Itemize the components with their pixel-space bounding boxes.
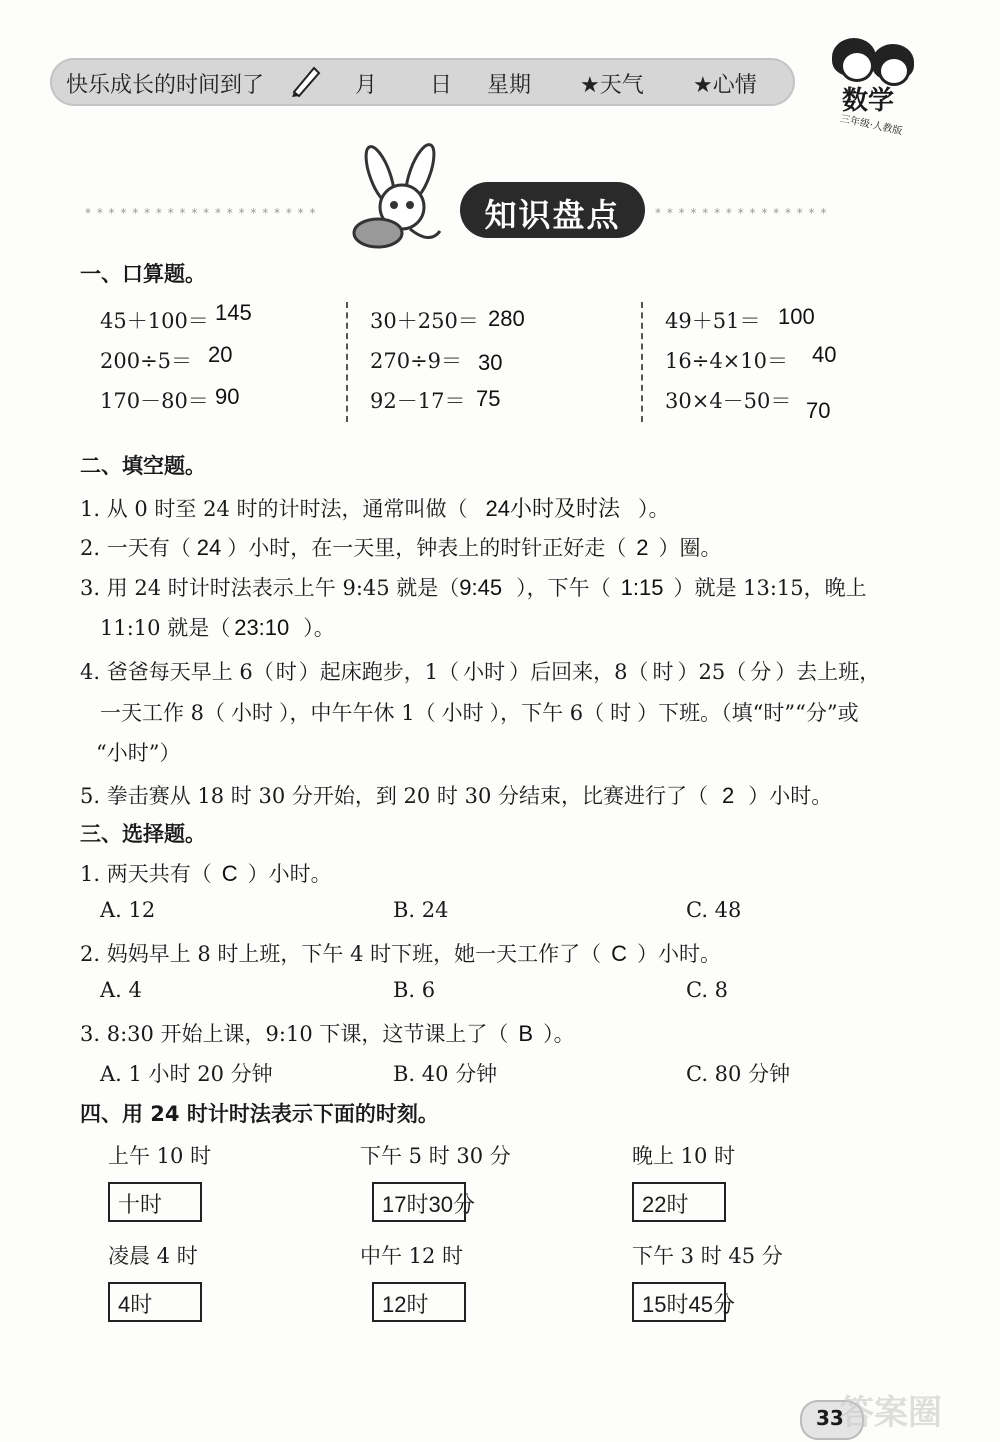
calc-question: 170－80＝	[100, 389, 209, 413]
page-number: 33	[800, 1400, 864, 1440]
choice-question-1: 1. 两天共有（ C ）小时。	[80, 861, 332, 886]
choice-option: C. 8	[686, 978, 729, 1002]
fill-answer: 2	[722, 783, 735, 808]
header-month: 月	[355, 73, 378, 98]
choice-option: A. 4	[100, 978, 142, 1002]
calc-question: 30＋250＝	[370, 309, 479, 333]
header-slogan: 快乐成长的时间到了	[66, 73, 265, 98]
choice-question-3: 3. 8:30 开始上课，9:10 下课，这节课上了（ B ）。	[80, 1021, 575, 1046]
header-day: 日	[430, 73, 453, 98]
fill-answer: 分	[750, 660, 772, 684]
watermark-logo: 答案圈	[840, 1393, 942, 1433]
calc-question: 45＋100＝	[100, 309, 209, 333]
choice-option: C. 48	[686, 898, 742, 922]
choice-question-2: 2. 妈妈早上 8 时上班，下午 4 时下班，她一天工作了（ C ）小时。	[80, 941, 722, 966]
answer-box	[372, 1282, 466, 1322]
time-label: 下午 5 时 30 分	[360, 1144, 511, 1168]
calc-question: 270÷9＝	[370, 349, 463, 373]
fill-answer: 小时	[231, 701, 274, 725]
calc-answer: 30	[478, 350, 503, 375]
calc-answer: 70	[806, 398, 831, 423]
fill-answer: 2	[636, 535, 649, 560]
fill-question-4: 4. 爸爸每天早上 6（时）起床跑步，1（ 小时 ）后回来，8（ 时 ）25（ 分 ）去上班，	[80, 660, 881, 684]
calc-question: 16÷4×10＝	[665, 349, 788, 373]
logo-title: 数学	[842, 86, 895, 116]
section1-title: 一、口算题。	[80, 262, 206, 286]
choice-answer: B	[518, 1021, 534, 1046]
calc-answer: 90	[215, 384, 240, 409]
box-answer: 12时	[382, 1292, 429, 1317]
choice-option: A. 1 小时 20 分钟	[100, 1062, 273, 1086]
choice-answer: C	[221, 861, 238, 886]
header-weather: ★天气	[580, 73, 644, 98]
section-banner-title: 知识盘点	[484, 196, 621, 234]
fill-question-2: 2. 一天有（ 24 ）小时，在一天里，钟表上的时针正好走（ 2 ）圈。	[80, 535, 722, 560]
calc-question: 200÷5＝	[100, 349, 193, 373]
answer-box	[108, 1282, 202, 1322]
box-answer: 15时45分	[642, 1292, 735, 1317]
star-divider-left: * * * * * * * * * * * * * * * * * * * *	[85, 206, 317, 220]
choice-option: B. 40 分钟	[393, 1062, 498, 1086]
fill-answer: 时	[610, 701, 632, 725]
fill-question-4-line3: “小时”）	[96, 741, 181, 765]
fill-answer: 小时	[441, 701, 484, 725]
choice-option: B. 24	[393, 898, 449, 922]
box-answer: 22时	[642, 1192, 689, 1217]
calc-answer: 100	[778, 304, 815, 329]
column-divider	[641, 302, 643, 422]
subject-logo	[810, 30, 930, 140]
answer-box	[632, 1182, 726, 1222]
answer-box	[632, 1282, 735, 1322]
header-mood: ★心情	[693, 73, 757, 98]
section-banner	[460, 182, 645, 238]
time-label: 晚上 10 时	[632, 1144, 736, 1168]
star-divider-right: * * * * * * * * * * * * * * *	[655, 206, 828, 220]
choice-option: B. 6	[393, 978, 436, 1002]
header-banner	[50, 58, 795, 106]
calc-question: 30×4－50＝	[665, 389, 792, 413]
section2-title: 二、填空题。	[80, 454, 206, 478]
fill-answer: 24小时及时法	[485, 496, 620, 521]
fill-answer: 时	[275, 660, 297, 684]
answer-box	[372, 1182, 475, 1222]
fill-question-1: 1. 从 0 时至 24 时的计时法，通常叫做（ 24小时及时法 ）。	[80, 496, 670, 521]
box-answer: 十时	[118, 1192, 163, 1217]
calc-question: 92－17＝	[370, 389, 466, 413]
fill-answer: 小时	[463, 660, 506, 684]
box-answer: 4时	[118, 1292, 153, 1317]
fill-question-3: 3. 用 24 时计时法表示上午 9:45 就是（9:45 ），下午（ 1:15 ）就是 13:15，晚上	[80, 575, 867, 600]
fill-answer: 时	[652, 660, 674, 684]
calc-answer: 280	[488, 306, 525, 331]
choice-answer: C	[611, 941, 628, 966]
fill-question-5: 5. 拳击赛从 18 时 30 分开始，到 20 时 30 分结束，比赛进行了（ 2 ）小时。	[80, 783, 833, 808]
time-label: 下午 3 时 45 分	[632, 1244, 783, 1268]
fill-question-3-line2: 11:10 就是（ 23:10 ）。	[100, 615, 335, 640]
calc-answer: 145	[215, 300, 252, 325]
fill-answer: 23:10	[234, 615, 290, 640]
rabbit-mascot-icon	[340, 135, 460, 255]
header-weekday: 星期	[487, 73, 532, 98]
choice-option: C. 80 分钟	[686, 1062, 791, 1086]
fill-question-4-line2: 一天工作 8（ 小时 ），中午午休 1（ 小时 ），下午 6（ 时 ）下班。（填“时”“分”或	[100, 701, 859, 725]
column-divider	[346, 302, 348, 422]
fill-answer: 9:45	[459, 575, 503, 600]
section3-title: 三、选择题。	[80, 822, 206, 846]
box-answer: 17时30分	[382, 1192, 475, 1217]
time-label: 上午 10 时	[108, 1144, 212, 1168]
logo-subtitle: 三年级·人教版	[839, 113, 904, 138]
time-label: 中午 12 时	[360, 1244, 464, 1268]
calc-answer: 40	[812, 342, 837, 367]
fill-answer: 24	[196, 535, 222, 560]
choice-option: A. 12	[100, 898, 156, 922]
pencil-icon	[288, 62, 322, 98]
calc-answer: 75	[476, 386, 501, 411]
section4-title: 四、用 24 时计时法表示下面的时刻。	[80, 1102, 439, 1126]
time-label: 凌晨 4 时	[108, 1244, 198, 1268]
fill-answer: 1:15	[620, 575, 664, 600]
answer-box	[108, 1182, 202, 1222]
calc-answer: 20	[208, 342, 233, 367]
calc-question: 49＋51＝	[665, 309, 761, 333]
